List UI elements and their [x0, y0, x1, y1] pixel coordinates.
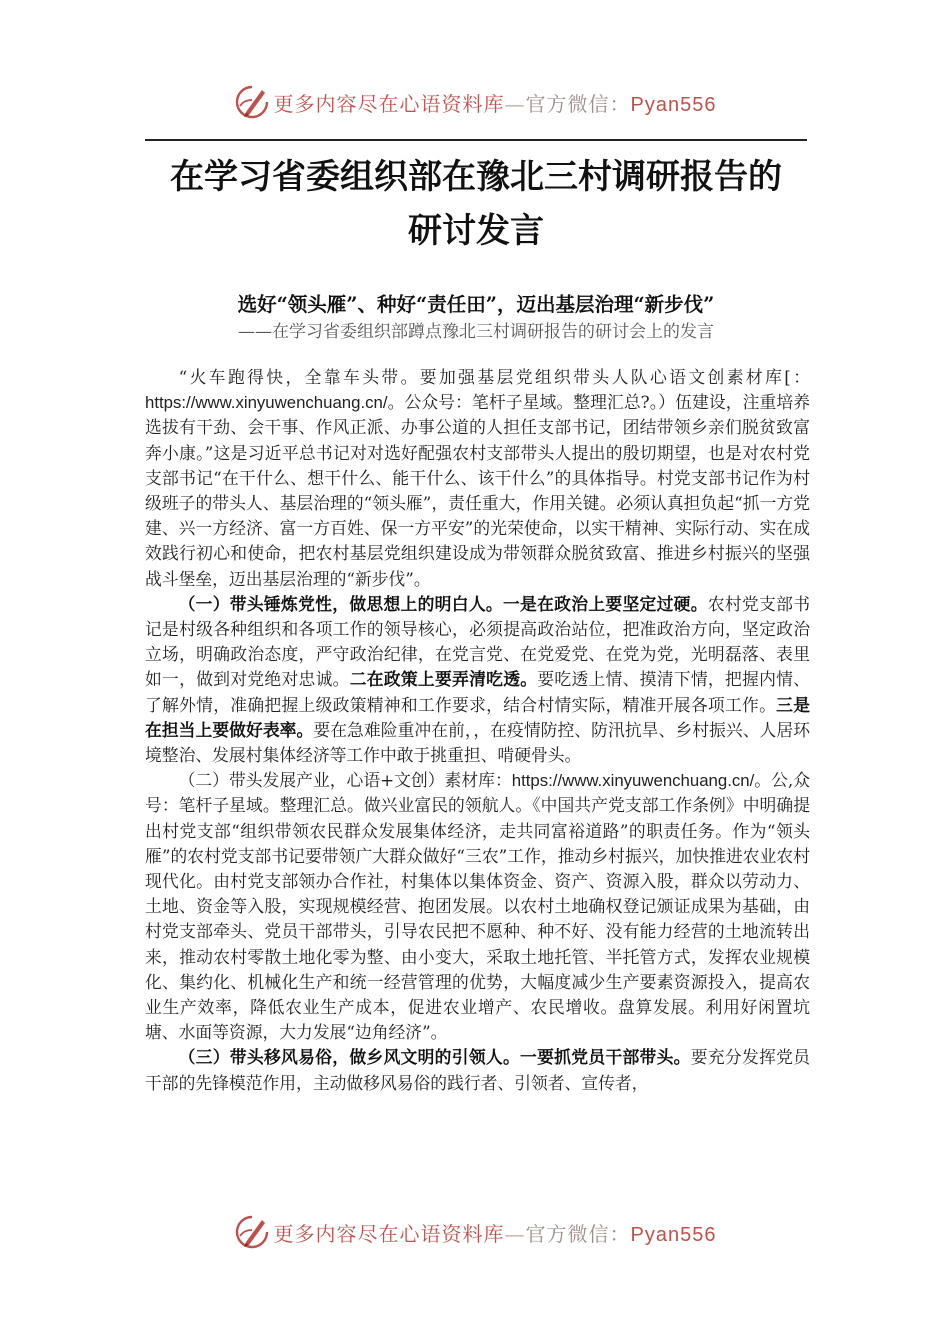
subtitle-secondary: ——在学习省委组织部蹲点豫北三村调研报告的研讨会上的发言 — [238, 322, 714, 342]
banner-sep: — — [504, 91, 526, 116]
document-title — [145, 150, 807, 258]
banner-wechat-id: Pyan556 — [630, 93, 717, 116]
banner-wechat-id: Pyan556 — [630, 1223, 717, 1246]
header-banner — [0, 80, 950, 124]
document-body — [145, 365, 810, 1096]
source-url: https://www.xinyuwenchuang.cn/ — [145, 393, 388, 413]
banner-sep: — — [504, 1221, 526, 1246]
paragraph-section-3: （三）带头移风易俗，做乡风文明的引领人。一要抓党员干部带头。要充分发挥党员干部的先锋模范作用，主动做移风易俗的践行者、引领者、宣传者， — [145, 1047, 810, 1093]
section-2-heading: （二）带头发展产业，心语+文创）素材库： — [178, 770, 512, 791]
section-3-heading: （三）带头移风易俗，做乡风文明的引领人。一要抓党员干部带头。 — [178, 1047, 691, 1068]
header-rule — [145, 139, 807, 141]
banner-main: 更多内容尽在心语资料库 — [273, 91, 505, 116]
title-line-2: 研讨发言 — [408, 211, 544, 251]
banner-prefix: 官方微信： — [525, 1221, 631, 1246]
paragraph-section-1: （一）带头锤炼党性，做思想上的明白人。一是在政治上要坚定过硬。农村党支部书记是村级各种组织和各项工作的领导核心，必须提高政治站位，把准政治方向，坚定政治立场，明确政治态度，严守政治纪律，在党言党、在党爱党、在党为党，光明磊落、表里如一，做到对党绝对忠诚。二在政策上要弄清吃透。要吃透上情、摸清下情，把握内情、了解外情，准确把握上级政策精神和工作要求，结合村情实际，精准开展各项工作。三是在担当上要做好表率。要在急难险重冲在前，，在疫情防控、防汛抗旱、乡村振兴、人居环境整治、发展村集体经济等工作中敢于挑重担、啃硬骨头。 — [145, 593, 810, 766]
subtitle: 选好“领头雁”、种好“责任田”，迈出基层治理“新步伐” — [237, 293, 715, 316]
paragraph-section-2: （二）带头发展产业，心语+文创）素材库：https://www.xinyuwenchuang.cn/。公,众号：笔杆子星域。整理汇总。做兴业富民的领航人。《中国共产党支部工作条例》中明确提出村党支部“组织带领农民群众发展集体经济，走共同富裕道路”的职责任务。作为“领头雁”的农村党支部书记要带领广大群众做好“三农”工作，推动乡村振兴，加快推进农业农村现代化。由村党支部领办合作社，村集体以集体资金、资产、资源入股，群众以劳动力、土地、资金等入股，实现规模经营、抱团发展。以农村土地确权登记颁证成果为基础，由村党支部牵头、党员干部带头，引导农民把不愿种、种不好、没有能力经营的土地流转出来，推动农村零散土地化零为整、由小变大，采取土地托管、半托管方式，发挥农业规模化、集约化、机械化生产和统一经营管理的优势，大幅度减少生产要素资源投入，提高农业生产效率，降低农业生产成本，促进农业增产、农民增收。盘算发展。利用好闲置坑塘、水面等资源，大力发展“边角经济”。 — [145, 770, 810, 1043]
paragraph-intro: “火车跑得快，全靠车头带。要加强基层党组织带头人队心语文创素材库[：https://www.xinyuwenchuang.cn/。公众号：笔杆子星域。整理汇总?。）伍建设，注重培养选拔有干劲、会干事、作风正派、办事公道的人担任支部书记，团结带领乡亲们脱贫致富奔小康。”这是习近平总书记对对选好配强农村支部带头人提出的殷切期望，也是对农村党支部书记“在干什么、想干什么、能干什么、该干什么”的具体指导。村党支部书记作为村级班子的带头人、基层治理的“领头雁”，责任重大，作用关键。必须认真担负起“抓一方党建、兴一方经济、富一方百姓、保一方平安”的光荣使命，以实干精神、实际行动、实在成效践行初心和使命，把农村基层党组织建设成为带领群众脱贫致富、推进乡村振兴的坚强战斗堡垒，迈出基层治理的“新步伐”。 — [145, 367, 810, 589]
pen-logo-icon — [234, 84, 270, 120]
banner-text — [274, 1218, 717, 1247]
source-url-2: https://www.xinyuwenchuang.cn/ — [511, 771, 755, 791]
footer-banner — [0, 1210, 950, 1254]
pen-logo-icon — [234, 1214, 270, 1250]
section-1-point-3: 三是在担当上要做好表率。 — [145, 694, 810, 740]
section-1-heading: （一）带头锤炼党性，做思想上的明白人。一是在政治上要坚定过硬。 — [178, 593, 708, 614]
banner-text — [274, 88, 717, 117]
banner-prefix: 官方微信： — [525, 91, 631, 116]
title-line-1: 在学习省委组织部在豫北三村调研报告的 — [170, 157, 782, 197]
banner-main: 更多内容尽在心语资料库 — [273, 1221, 505, 1246]
section-1-point-2: 二在政策上要弄清吃透。 — [349, 669, 538, 690]
